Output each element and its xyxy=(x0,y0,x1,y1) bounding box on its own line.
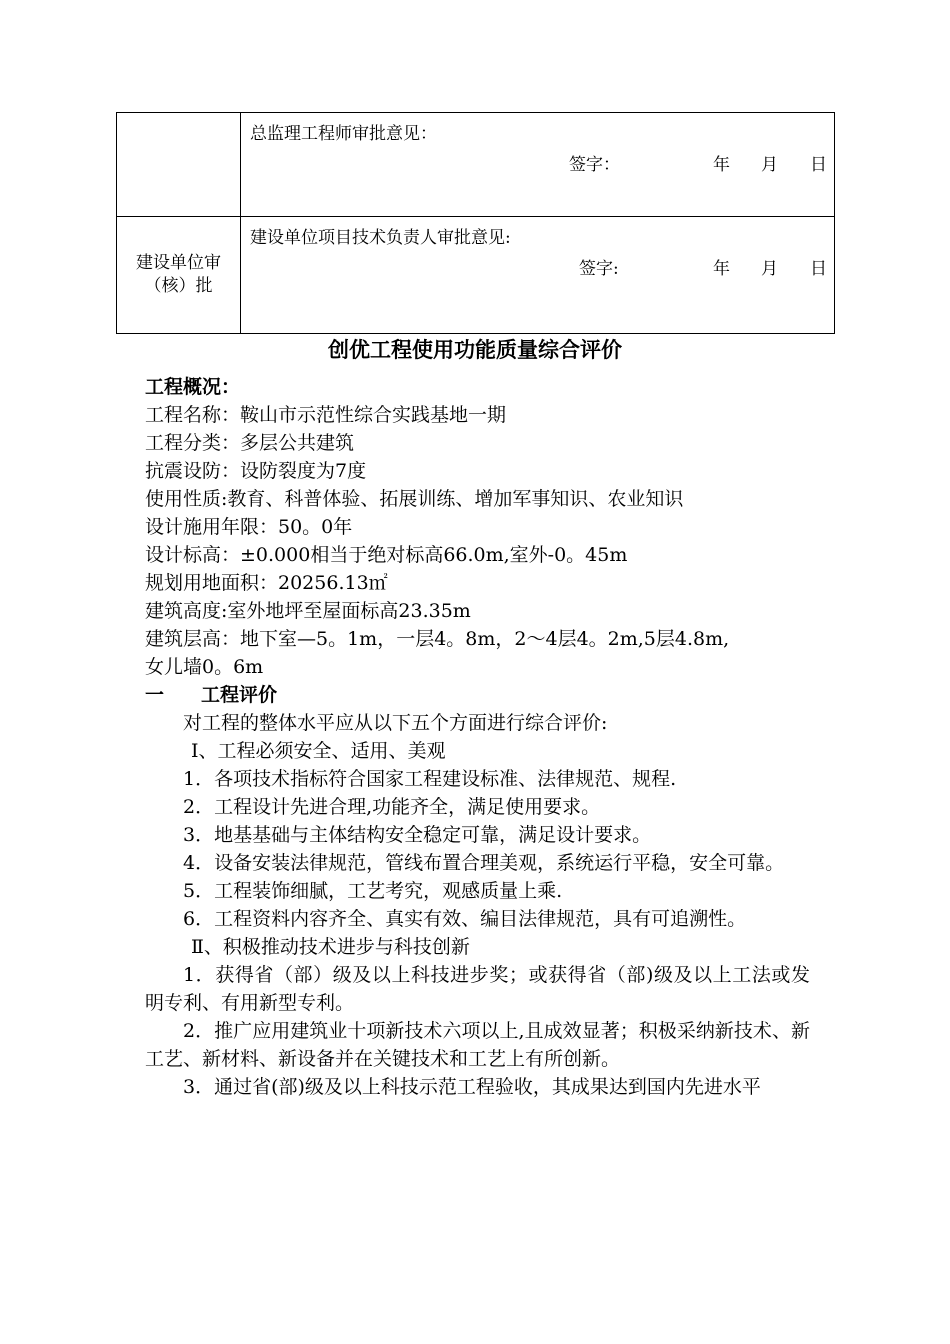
overview-line: 设计施用年限：50。0年 xyxy=(145,516,353,538)
approval-table xyxy=(116,112,835,334)
month-label: 月 xyxy=(761,155,778,175)
overview-line: 工程名称：鞍山市示范性综合实践基地一期 xyxy=(145,404,507,426)
criteria-item: 3．地基基础与主体结构安全稳定可靠，满足设计要求。 xyxy=(183,824,652,846)
day-label: 日 xyxy=(810,155,827,175)
criteria-item: 4．设备安装法律规范，管线布置合理美观，系统运行平稳，安全可靠。 xyxy=(183,852,785,874)
overview-line: 建筑高度:室外地坪至屋面标高23.35m xyxy=(145,600,471,622)
year-label: 年 xyxy=(713,259,730,279)
row-label-cell: 建设单位审（核）批 xyxy=(117,217,241,333)
year-label: 年 xyxy=(713,155,730,175)
overview-line: 女儿墙0。6m xyxy=(145,656,264,678)
chief-supervisor-row xyxy=(117,113,834,217)
owner-approval-row xyxy=(117,217,834,333)
month-label: 月 xyxy=(761,259,778,279)
overview-line: 建筑层高：地下室—5。1m，一层4。8m，2～4层4。2m,5层4.8m, xyxy=(145,628,730,650)
document-body xyxy=(145,373,810,1101)
overview-line: 工程分类：多层公共建筑 xyxy=(145,432,355,454)
overview-line: 设计标高：±0.000相当于绝对标高66.0m,室外-0。45m xyxy=(145,544,628,566)
criteria-item: 1．各项技术指标符合国家工程建设标准、法律规范、规程. xyxy=(183,768,677,790)
opinion-label: 建设单位项目技术负责人审批意见: xyxy=(250,228,511,248)
intro-paragraph: 对工程的整体水平应从以下五个方面进行综合评价: xyxy=(183,712,608,734)
opinion-cell xyxy=(241,217,834,333)
section-number: 一 xyxy=(145,684,165,706)
group-heading: Ⅰ、工程必须安全、适用、美观 xyxy=(191,740,446,762)
criteria-item: 1．获得省（部）级及以上科技进步奖；或获得省（部)级及以上工法或发明专利、有用新型专利。 xyxy=(145,964,810,1014)
criteria-item: 3．通过省(部)级及以上科技示范工程验收，其成果达到国内先进水平 xyxy=(183,1076,761,1098)
day-label: 日 xyxy=(810,259,827,279)
signature-label: 签字: xyxy=(579,259,619,279)
overview-list xyxy=(145,401,810,681)
criteria-item: 6．工程资料内容齐全、真实有效、编目法律规范，具有可追溯性。 xyxy=(183,908,747,930)
criteria-item: 5．工程装饰细腻，工艺考究，观感质量上乘. xyxy=(183,880,563,902)
row-label-cell xyxy=(117,113,241,216)
overview-line: 抗震设防：设防裂度为7度 xyxy=(145,460,367,482)
signature-label: 签字： xyxy=(569,155,620,175)
section-title: 工程评价 xyxy=(201,684,278,706)
document-title: 创优工程使用功能质量综合评价 xyxy=(328,338,622,362)
criteria-item: 2．推广应用建筑业十项新技术六项以上,且成效显著；积极采纳新技术、新工艺、新材料、新设备并在关键技术和工艺上有所创新。 xyxy=(145,1020,810,1070)
overview-line: 使用性质:教育、科普体验、拓展训练、增加军事知识、农业知识 xyxy=(145,488,684,510)
group-heading: Ⅱ、积极推动技术进步与科技创新 xyxy=(191,936,470,958)
section-heading xyxy=(145,681,810,709)
overview-line: 规划用地面积：20256.13㎡ xyxy=(145,572,388,594)
criteria-item: 2．工程设计先进合理,功能齐全，满足使用要求。 xyxy=(183,796,601,818)
opinion-cell xyxy=(241,113,834,216)
overview-heading: 工程概况： xyxy=(145,376,241,398)
opinion-label: 总监理工程师审批意见： xyxy=(250,124,437,144)
signature-date-line xyxy=(241,154,834,176)
signature-date-line xyxy=(241,258,834,280)
